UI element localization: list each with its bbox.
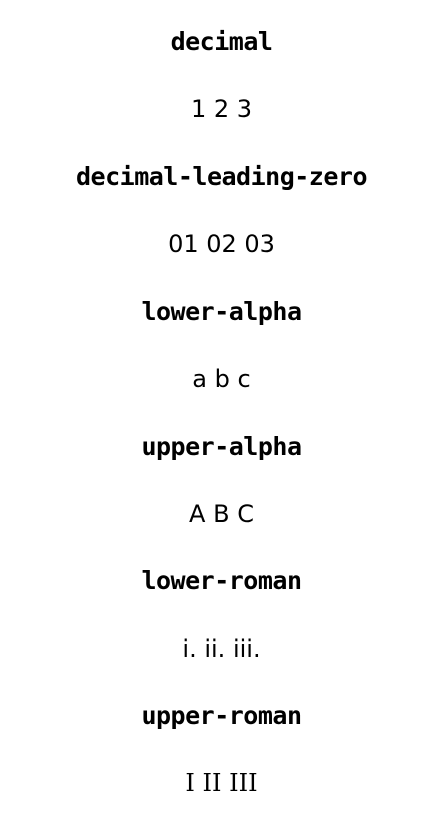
style-name-lower-roman: lower-roman bbox=[141, 566, 302, 595]
style-example-lower-alpha: a b c bbox=[192, 365, 251, 393]
style-name-upper-roman: upper-roman bbox=[141, 701, 302, 730]
style-example-upper-roman: I II III bbox=[185, 769, 258, 797]
style-name-lower-alpha: lower-alpha bbox=[141, 297, 302, 326]
style-name-decimal-leading-zero: decimal-leading-zero bbox=[75, 162, 368, 191]
style-example-lower-roman: i. ii. iii. bbox=[182, 635, 261, 663]
style-example-upper-alpha: A B C bbox=[189, 500, 254, 528]
style-name-decimal: decimal bbox=[170, 27, 273, 56]
style-example-decimal: 1 2 3 bbox=[190, 95, 253, 123]
style-name-upper-alpha: upper-alpha bbox=[141, 432, 302, 461]
style-example-decimal-leading-zero: 01 02 03 bbox=[168, 230, 275, 258]
